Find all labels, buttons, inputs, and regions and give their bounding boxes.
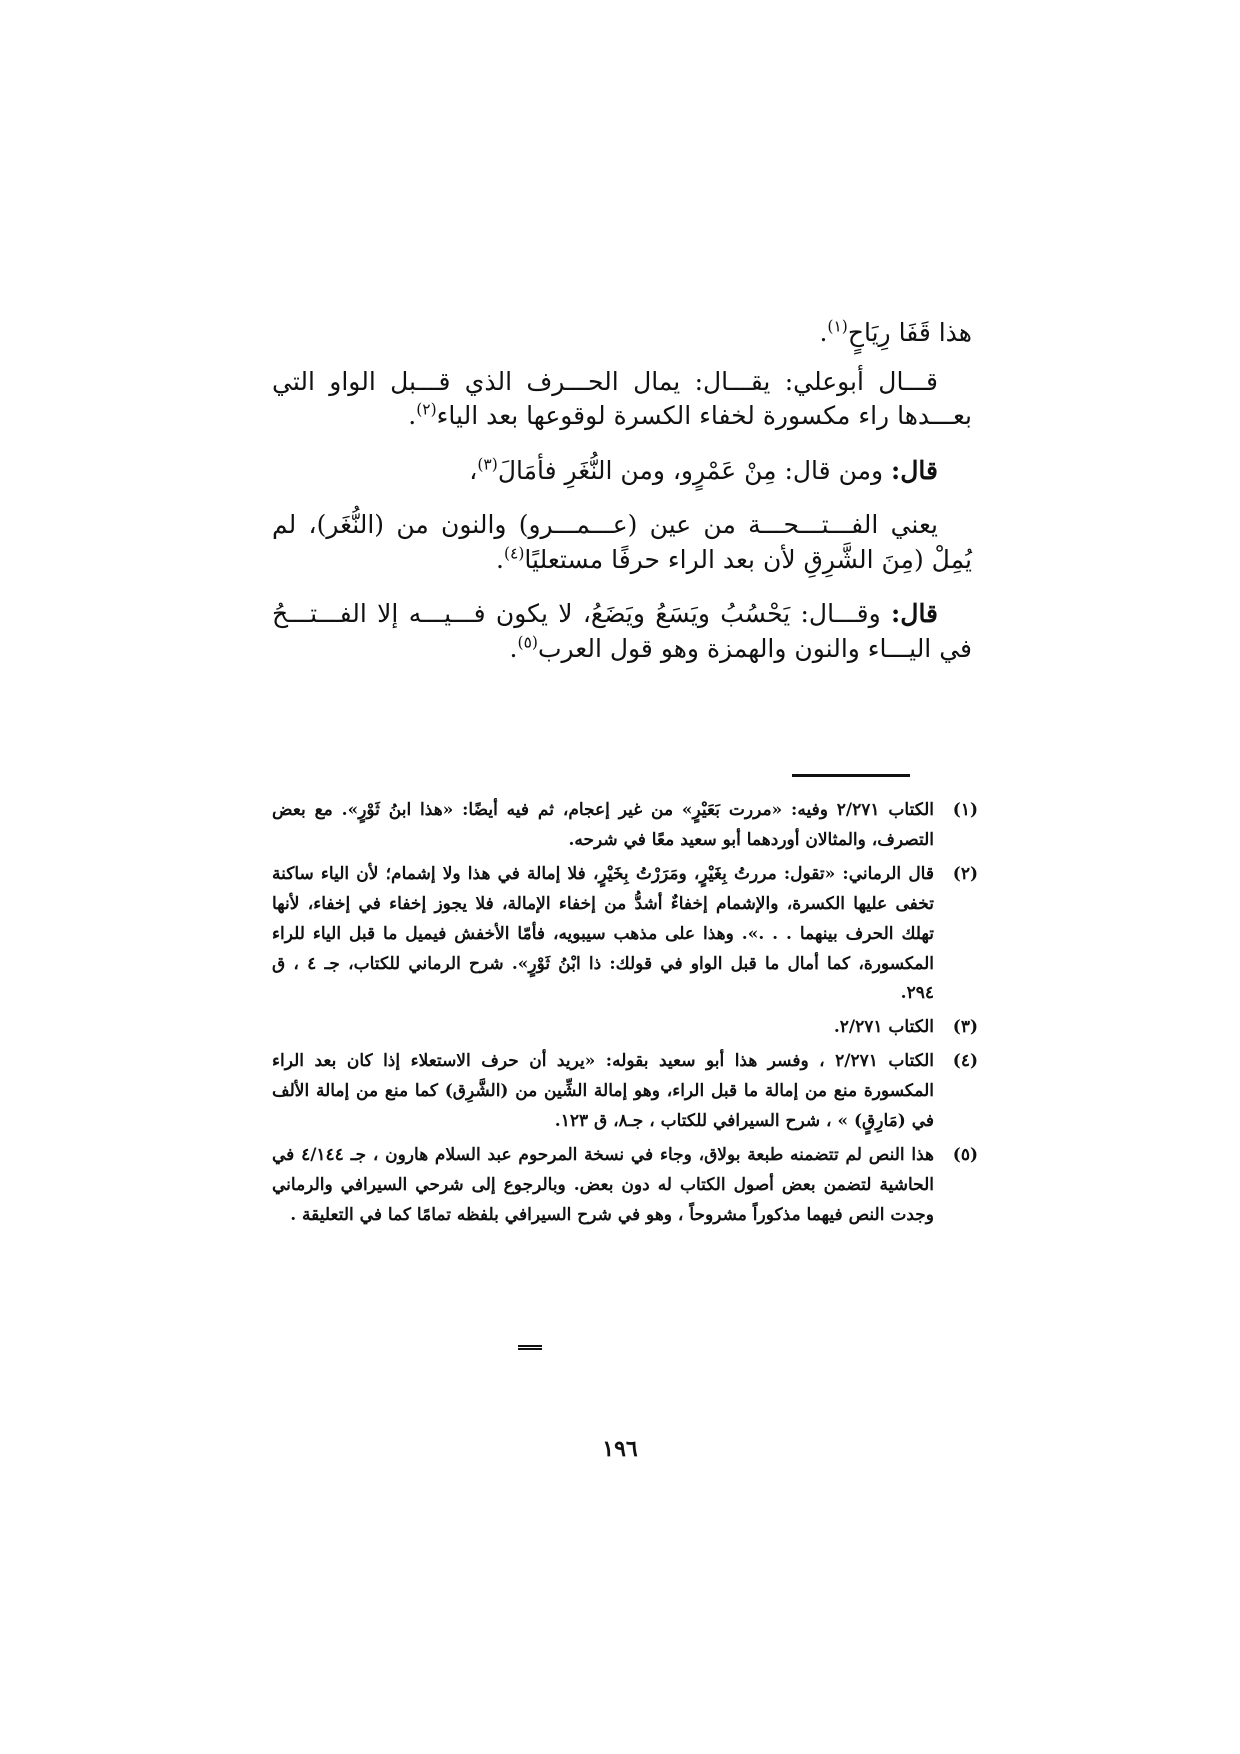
opening-line-end: .: [819, 318, 828, 347]
footnote-ref-4: (٤): [503, 544, 525, 563]
paragraph-qala-amr-end: ،: [469, 455, 478, 485]
end-mark: [518, 1345, 542, 1350]
paragraph-abu-ali-text: يقـــال: يمال الحـــرف الذي قـــبل الواو التي بعـــدها راء مكسورة لخفاء الكسرة لوقوعها بعد الياء: [272, 366, 972, 430]
main-text: [272, 316, 972, 686]
footnote-text: الكتاب ٢/٢٧١ ، وفسر هذا أبو سعيد بقوله: «يريد أن حرف الاستعلاء إذا كان بعد الراء المكسورة منع من إمالة ما قبل الراء، وهو إمالة الشِّين من (الشَّرِق) كما منع من إمالة الألف في (مَارِقٍ) » ، شرح السيرافي للكتاب ، جـ٨، ق ١٢٣.: [272, 1051, 934, 1132]
footnote-item: [272, 796, 978, 856]
footnote-text: قال الرماني: «تقول: مررتُ بِغَيْرٍ، ومَرَرْتُ بِخَيْرٍ، فلا إمالة في هذا ولا إشمام؛ لأن الياء ساكنة تخفى عليها الكسرة، والإشمام إخفاءٌ أشدُّ من إخفاء الإمالة، فلا يجوز إخفاء في إخفاء، لأنها تهلك الحرف بينهما . . .». وهذا على مذهب سيبويه، فأمّا الأخفش فيميل ما قبل الياء للراء المكسورة، كما أمال ما قبل الواو في قولك: ذا ابْنُ ثَوْرٍ». شرح الرماني للكتاب، جـ ٤ ، ق ٢٩٤.: [272, 863, 935, 1004]
paragraph-qala-amr: [272, 454, 972, 489]
opening-line-text: هذا قَفَا رِيَاحٍ: [847, 318, 972, 347]
paragraph-explanation-text: يعني الفـــتـــحـــة من عين (عـــمـــرو) والنون من (النُّغَر)، لم يُمِلْ (مِنَ الشَّرِقِ لأن بعد الراء حرفًا مستعليًا: [272, 510, 972, 574]
footnote-number: (٥): [952, 1144, 978, 1165]
paragraph-qala-yahsubu-end: .: [509, 633, 518, 663]
footnote-item: [272, 1013, 978, 1043]
paragraph-qala-yahsubu-text: وقـــال: يَحْسُبُ ويَسَعُ ويَضَعُ، لا يكون فـــيـــه إلا الفـــتـــحُ في اليـــاء والنون والهمزة وهو قول العرب: [272, 599, 972, 663]
footnote-number: (٢): [952, 863, 978, 884]
footnote-text: الكتاب ٢/٢٧١ وفيه: «مررت بَعَيْرٍ» من غير إعجام، ثم فيه أيضًا: «هذا ابنُ ثَوْرٍ». مع بعض التصرف، والمثالان أوردهما أبو سعيد معًا في شرحه.: [272, 800, 934, 850]
footnote-text: هذا النص لم تتضمنه طبعة بولاق، وجاء في نسخة المرحوم عبد السلام هارون ، جـ ٤/١٤٤ في الحاشية لتضمن بعض أصول الكتاب له دون بعض. وبالرجوع إلى شرحي السيرافي والرماني وجدت النص فيهما مذكوراً مشروحاً ، وهو في شرح السيرافي بلفظه تمامًا كما في التعليقة .: [272, 1144, 934, 1225]
paragraph-abu-ali: [272, 365, 972, 434]
footnote-text: الكتاب ٢/٢٧١.: [833, 1017, 934, 1038]
footnote-number: (٤): [952, 1051, 978, 1072]
opening-line: [272, 316, 972, 351]
footnotes: [272, 796, 978, 1235]
paragraph-explanation: [272, 508, 972, 577]
paragraph-abu-ali-end: .: [408, 401, 417, 430]
footnote-number: (٣): [952, 1017, 978, 1038]
footnote-ref-3: (٣): [477, 455, 498, 474]
paragraph-explanation-end: .: [496, 544, 504, 574]
paragraph-qala-amr-text: ومن قال: مِنْ عَمْرٍو، ومن النُّغَرِ فأمَالَ: [497, 455, 884, 485]
footnote-separator: [792, 774, 910, 777]
footnote-item: [272, 860, 978, 1010]
footnote-item: [272, 1047, 978, 1137]
footnote-item: [272, 1141, 978, 1231]
paragraph-abu-ali-lead: قـــال أبوعلي:: [784, 366, 938, 396]
footnote-ref-2: (٢): [416, 400, 437, 419]
footnote-ref-5: (٥): [517, 633, 538, 652]
paragraph-qala-yahsubu: [272, 597, 972, 666]
qala-label: قال:: [891, 599, 939, 628]
qala-label: قال:: [891, 455, 938, 485]
page-number: ١٩٦: [602, 1436, 638, 1462]
footnote-number: (١): [952, 800, 978, 820]
footnote-ref-1: (١): [827, 317, 848, 336]
